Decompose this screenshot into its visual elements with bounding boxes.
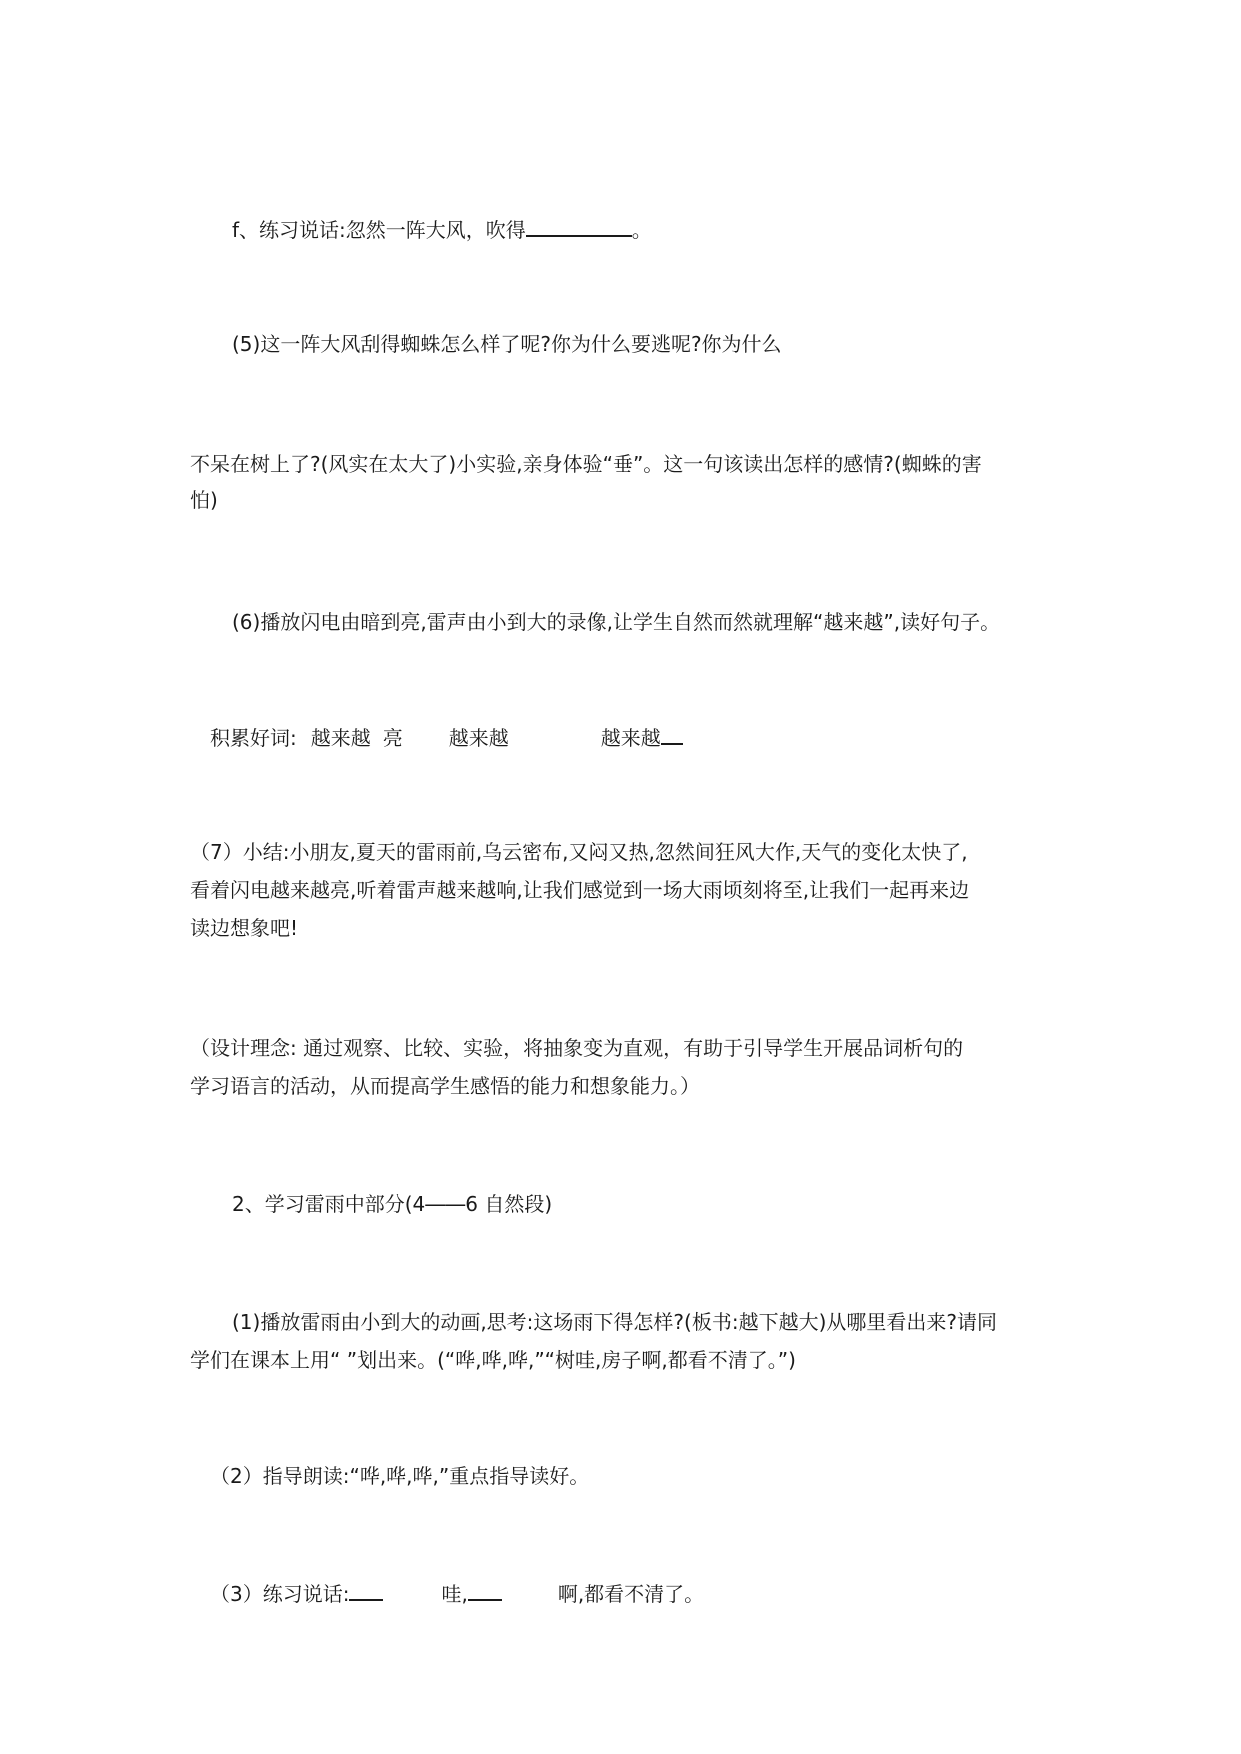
section-2-p2: （2）指导朗读:“哗,哗,哗,”重点指导读好。 <box>210 1464 590 1488</box>
section-2-p3 <box>210 1576 704 1612</box>
design-note-line-2: 学习语言的活动，从而提高学生感悟的能力和想象能力。） <box>190 1074 700 1098</box>
vocab-word-2: 越来越 <box>448 726 509 750</box>
fill-blank <box>526 215 632 237</box>
paragraph-7-line-2: 看着闪电越来越亮,听着雷声越来越响,让我们感觉到一场大雨顷刻将至,让我们一起再来边 <box>190 878 970 902</box>
practice-suffix: 。 <box>631 218 652 242</box>
section-2-p1-line-1: (1)播放雷雨由小到大的动画,思考:这场雨下得怎样?(板书:越下越大)从哪里看出来?请同 <box>232 1310 997 1334</box>
paragraph-7-line-1: （7）小结:小朋友,夏天的雷雨前,乌云密布,又闷又热,忽然间狂风大作,天气的变化太快了, <box>190 840 968 864</box>
design-note-line-1: （设计理念: 通过观察、比较、实验，将抽象变为直观，有助于引导学生开展品词析句的 <box>190 1036 964 1060</box>
section-2-p1-line-2: 学们在课本上用“ ”划出来。(“哗,哗,哗,”“树哇,房子啊,都看不清了。”) <box>190 1348 796 1372</box>
vocab-word-1-fill: 亮 <box>382 726 403 750</box>
practice-speaking-f <box>232 212 652 248</box>
vocab-word-1: 越来越 <box>310 726 371 750</box>
p3-suffix: 啊,都看不清了。 <box>557 1582 705 1606</box>
vocabulary-line <box>210 720 683 756</box>
vocab-blank <box>661 723 683 745</box>
vocab-word-3: 越来越 <box>600 726 661 750</box>
paragraph-5-line-3: 怕) <box>190 488 218 512</box>
section-2-heading: 2、学习雷雨中部分(4――6 自然段) <box>232 1192 553 1216</box>
paragraph-6: (6)播放闪电由暗到亮,雷声由小到大的录像,让学生自然而然就理解“越来越”,读好句子。 <box>232 610 1001 634</box>
paragraph-5-line-2: 不呆在树上了?(风实在太大了)小实验,亲身体验“垂”。这一句该读出怎样的感情?(蜘蛛的害 <box>190 452 982 476</box>
vocab-label: 积累好词: <box>210 726 297 750</box>
p3-blank-1 <box>349 1579 383 1601</box>
paragraph-7-line-3: 读边想象吧! <box>190 916 299 940</box>
p3-blank-2 <box>468 1579 502 1601</box>
practice-prefix: f、练习说话:忽然一阵大风，吹得 <box>232 218 526 242</box>
p3-mid: 哇, <box>441 1582 468 1606</box>
paragraph-5-line-1: (5)这一阵大风刮得蜘蛛怎么样了呢?你为什么要逃呢?你为什么 <box>232 332 782 356</box>
p3-prefix: （3）练习说话: <box>210 1582 350 1606</box>
